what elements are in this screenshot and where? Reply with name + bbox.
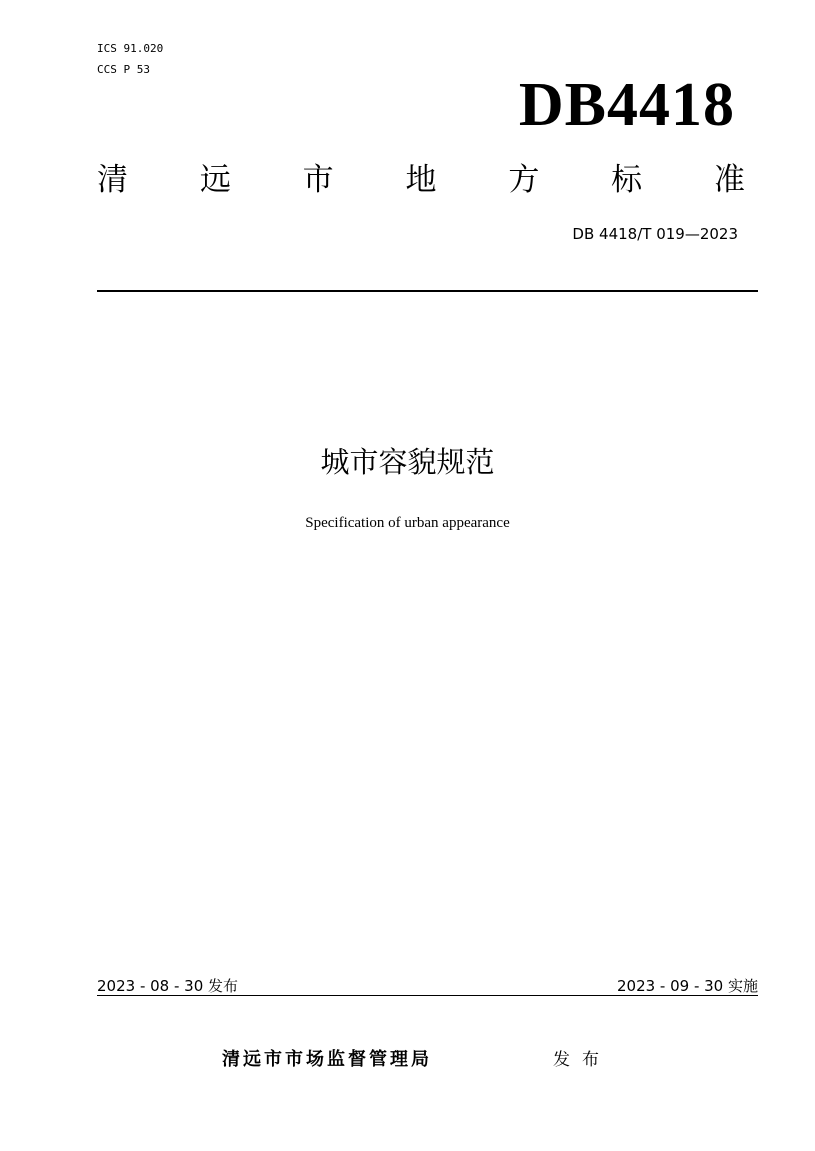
standard-type [97,160,745,200]
standard-type-char: 准 [713,162,745,198]
ccs-code: CCS P 53 [97,63,150,76]
issue-date: 2023 - 08 - 30 发布 [97,977,239,995]
standard-type-char: 方 [508,162,540,198]
issue-label: 发布 [553,1050,611,1070]
standard-type-char: 地 [405,162,437,198]
standard-type-char: 市 [302,162,334,198]
header-divider [97,290,758,292]
db-logo: DB4418 [518,71,735,139]
issuing-authority: 清远市市场监督管理局 [222,1049,432,1070]
standard-type-char: 标 [611,162,643,198]
standard-type-char: 远 [199,162,231,198]
document-subtitle-english: Specification of urban appearance [305,515,510,531]
footer-divider [97,995,758,996]
ics-code: ICS 91.020 [97,42,164,55]
standard-code: DB 4418/T 019—2023 [572,225,738,243]
standard-type-char: 清 [97,162,128,198]
document-title: 城市容貌规范 [320,445,495,479]
implementation-date: 2023 - 09 - 30 实施 [616,977,758,995]
